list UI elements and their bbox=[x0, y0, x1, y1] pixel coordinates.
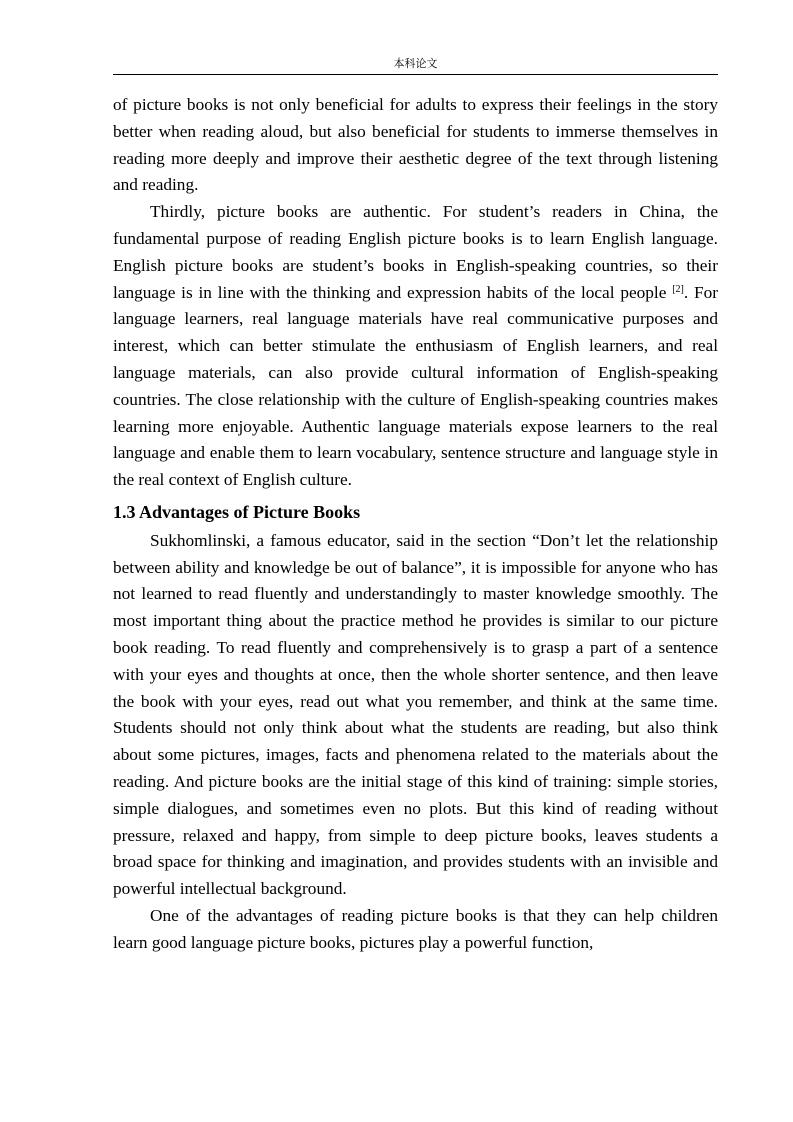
paragraph-sukhomlinski: Sukhomlinski, a famous educator, said in the section “Don’t let the relationship between ability and knowledge be out of balance”, it is impossible for anyone who has not learned to read fluently and understandingly to master knowledge smoothly. The most important thing about the practice method he provides is similar to our picture book reading. To read fluently and comprehensively is to grasp a part of a sentence with your eyes and thoughts at once, then the whole shorter sentence, and then leave the book with your eyes, read out what you remember, and think at the same time. Students should not only think about what the students are reading, but also think about some pictures, images, facts and phenomena related to the materials about the reading. And picture books are the initial stage of this kind of training: simple stories, simple dialogues, and sometimes even no plots. But this kind of reading without pressure, relaxed and happy, from simple to deep picture books, leaves students a broad space for thinking and imagination, and provides students with an invisible and powerful intellectual background. bbox=[113, 530, 718, 899]
section-heading: 1.3 Advantages of Picture Books bbox=[113, 501, 361, 522]
running-header: 本科论文 bbox=[393, 57, 438, 70]
paragraph-authenticity-text-end: . For language learners, real language materials have real communicative purposes and interest, which can better stimulate the enthusiasm of English learners, and real language materials, can also provide cultural information of English-speaking countries. The close relationship with the culture of English-speaking countries makes learning more enjoyable. Authentic language materials expose learners to the real language and enable them to learn vocabulary, sentence structure and language style in the real context of English culture. bbox=[113, 282, 718, 490]
paragraph-authenticity-text-start: Thirdly, picture books are authentic. For student’s readers in China, the fundamental purpose of reading English picture books is to learn English language. English picture books are student’s books in English-speaking countries, so their language is in line with the thinking and expression habits of the local people bbox=[113, 202, 718, 302]
paragraph-authenticity bbox=[113, 199, 718, 494]
paragraph-advantages: One of the advantages of reading picture books is that they can help children learn good language picture books, pictures play a powerful function, bbox=[113, 905, 718, 952]
header-rule bbox=[113, 74, 718, 75]
paragraph-continuation: of picture books is not only beneficial for adults to express their feelings in the story better when reading aloud, but also beneficial for students to immerse themselves in reading more deeply and improve their aesthetic degree of the text through listening and reading. bbox=[113, 95, 718, 195]
citation-marker: [2] bbox=[672, 283, 684, 295]
body-text bbox=[113, 92, 718, 957]
